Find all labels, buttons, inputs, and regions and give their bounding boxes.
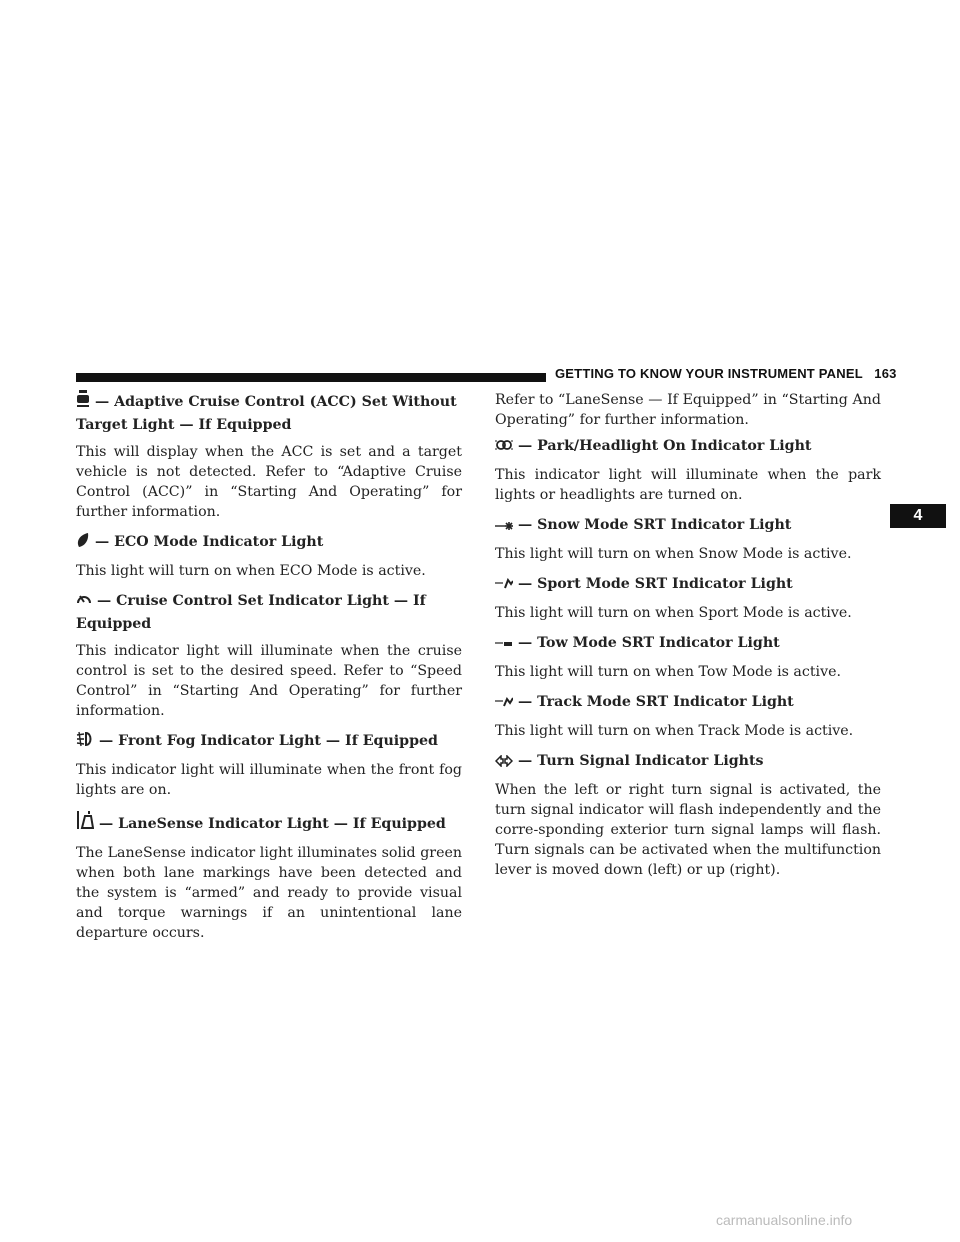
right-column bbox=[495, 390, 881, 890]
section-title: — Front Fog Indicator Light — If Equipped bbox=[99, 733, 438, 749]
acc-set-no-target-icon bbox=[76, 390, 90, 415]
cruise-control-set-icon bbox=[76, 591, 92, 614]
section-track-mode bbox=[495, 692, 881, 741]
sport-mode-icon bbox=[495, 576, 513, 597]
track-mode-icon bbox=[495, 694, 513, 715]
section-body: When the left or right turn signal is activated, the turn signal indicator will flash independently and the corre-sponding exterior turn signal lamps will flash. Turn signals can be activated when the multifunction lever is moved down (left) or up (right). bbox=[495, 782, 881, 878]
section-body: This light will turn on when Snow Mode is active. bbox=[495, 546, 852, 562]
section-eco bbox=[76, 532, 462, 581]
turn-signal-icon bbox=[495, 753, 513, 774]
section-heading bbox=[495, 633, 881, 656]
continued-text: Refer to “LaneSense — If Equipped” in “Starting And Operating” for further information. bbox=[495, 392, 881, 428]
tow-mode-icon bbox=[495, 635, 513, 656]
section-body: This light will turn on when Tow Mode is active. bbox=[495, 664, 841, 680]
section-heading bbox=[495, 436, 881, 459]
section-body: This light will turn on when ECO Mode is active. bbox=[76, 563, 426, 579]
section-turn-signal bbox=[495, 751, 881, 880]
section-heading bbox=[495, 515, 881, 538]
section-body: This indicator light will illuminate when the front fog lights are on. bbox=[76, 762, 462, 798]
section-body: This will display when the ACC is set and a target vehicle is not detected. Refer to “Adaptive Cruise Control (ACC)” in “Starting And Operating” for further information. bbox=[76, 444, 462, 520]
park-headlight-icon bbox=[495, 438, 513, 459]
left-column bbox=[76, 390, 462, 953]
section-body: This light will turn on when Track Mode is active. bbox=[495, 723, 854, 739]
front-fog-icon bbox=[76, 731, 94, 754]
watermark: carmanualsonline.info bbox=[716, 1212, 853, 1228]
section-heading bbox=[495, 751, 881, 774]
section-title: — Sport Mode SRT Indicator Light bbox=[518, 576, 793, 592]
section-heading bbox=[76, 731, 462, 754]
snow-mode-icon bbox=[495, 517, 513, 538]
section-title: — Track Mode SRT Indicator Light bbox=[518, 694, 794, 710]
section-lanesense bbox=[76, 810, 462, 943]
section-park-headlight bbox=[495, 436, 881, 505]
section-cruise bbox=[76, 591, 462, 721]
section-title: — Cruise Control Set Indicator Light — If Equipped bbox=[76, 593, 426, 632]
section-heading bbox=[76, 390, 462, 436]
header-rule bbox=[76, 373, 546, 382]
section-sport-mode bbox=[495, 574, 881, 623]
section-front-fog bbox=[76, 731, 462, 800]
section-body: The LaneSense indicator light illuminates solid green when both lane markings have been detected and the system is “armed” and ready to provide visual and torque warnings if an unintentional lane departure occurs. bbox=[76, 845, 462, 941]
section-title: — LaneSense Indicator Light — If Equipped bbox=[99, 816, 446, 832]
section-heading bbox=[495, 574, 881, 597]
section-heading bbox=[76, 591, 462, 635]
section-title: — Park/Headlight On Indicator Light bbox=[518, 438, 812, 454]
section-title: — Tow Mode SRT Indicator Light bbox=[518, 635, 780, 651]
section-body: This indicator light will illuminate when the cruise control is set to the desired speed. Refer to “Speed Control” in “Starting And Operating” for further information. bbox=[76, 643, 462, 719]
page-header bbox=[555, 366, 897, 381]
section-heading bbox=[76, 810, 462, 837]
section-heading bbox=[495, 692, 881, 715]
section-title: — Adaptive Cruise Control (ACC) Set Without Target Light — If Equipped bbox=[76, 394, 457, 433]
chapter-tab: 4 bbox=[890, 504, 946, 528]
section-title: — Snow Mode SRT Indicator Light bbox=[518, 517, 792, 533]
lanesense-icon bbox=[76, 810, 94, 837]
header-title: GETTING TO KNOW YOUR INSTRUMENT PANEL bbox=[555, 366, 863, 381]
section-tow-mode bbox=[495, 633, 881, 682]
section-body: This light will turn on when Sport Mode is active. bbox=[495, 605, 852, 621]
section-body: This indicator light will illuminate when the park lights or headlights are turned on. bbox=[495, 467, 881, 503]
eco-mode-icon bbox=[76, 532, 90, 555]
section-title: — Turn Signal Indicator Lights bbox=[518, 753, 764, 769]
section-title: — ECO Mode Indicator Light bbox=[95, 534, 324, 550]
page-number: 163 bbox=[874, 366, 897, 381]
section-heading bbox=[76, 532, 462, 555]
section-snow-mode bbox=[495, 515, 881, 564]
section-acc bbox=[76, 390, 462, 522]
